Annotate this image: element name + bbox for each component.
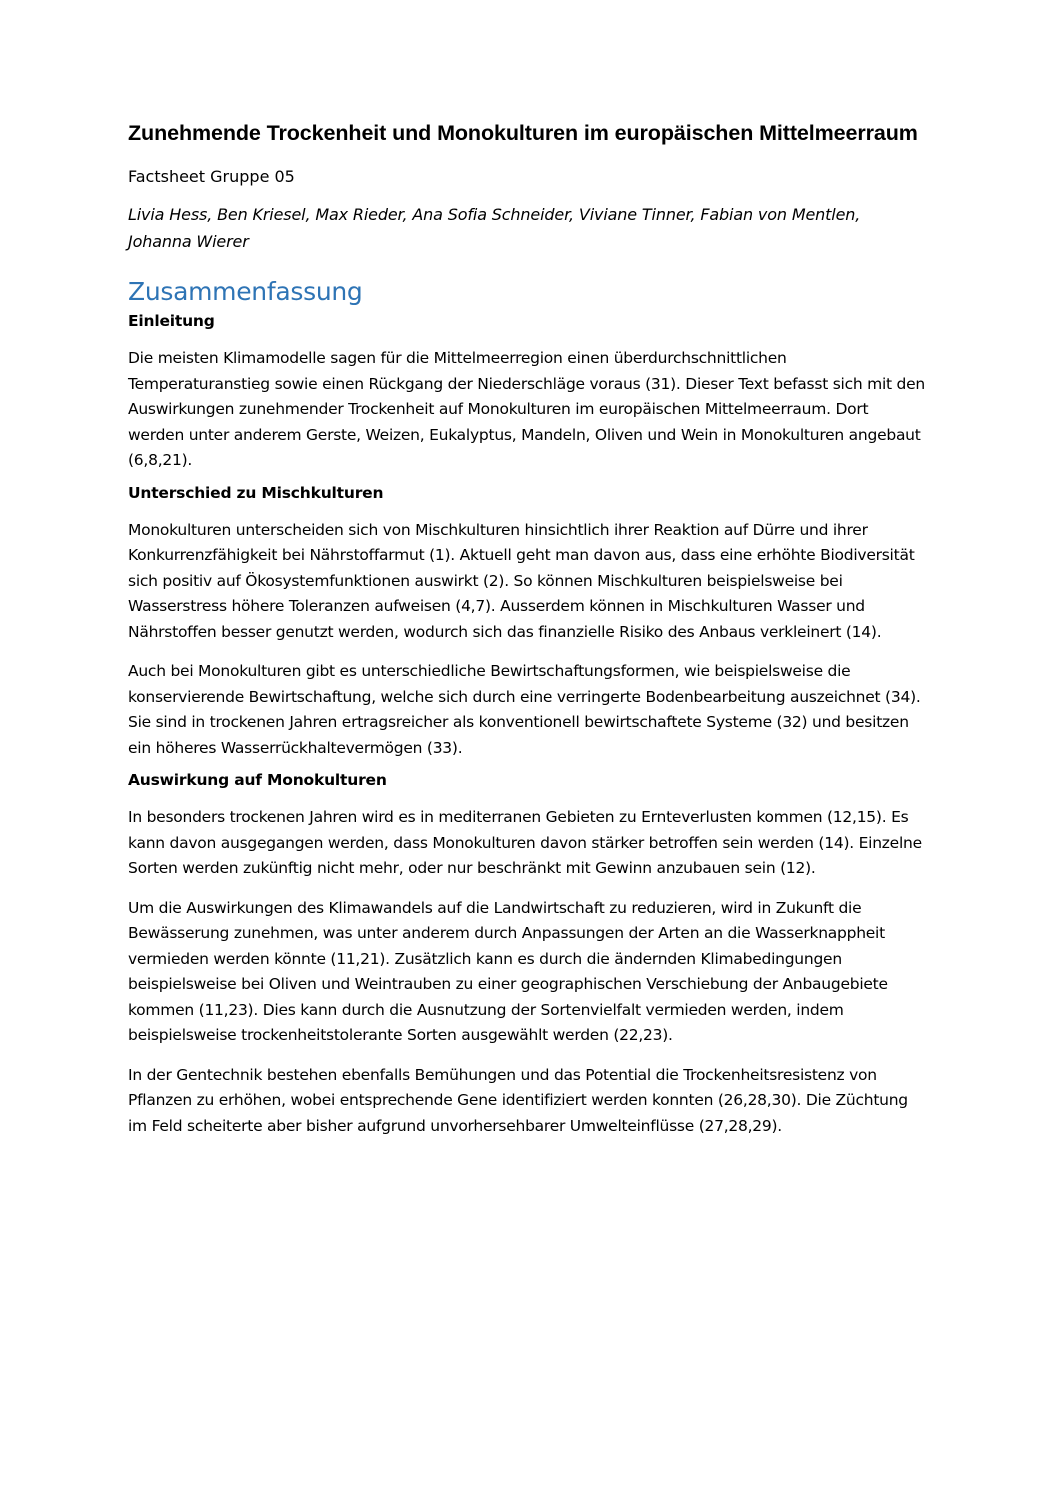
paragraph-einleitung-1: Die meisten Klimamodelle sagen für die Mittelmeerregion einen überdurchschnittlichen Temperaturanstieg sowie einen Rückgang der Niederschläge voraus (31). Dieser Text befasst sich mit den Auswirkungen zunehmender Trockenheit auf Monokulturen im europäischen Mittelmeerraum. Dort werden unter anderem Gerste, Weizen, Eukalyptus, Mandeln, Oliven und Wein in Monokulturen angebaut (6,8,21). xyxy=(128,349,925,469)
section-heading-zusammenfassung: Zusammenfassung xyxy=(128,277,363,306)
paragraph-auswirkung-3: In der Gentechnik bestehen ebenfalls Bemühungen und das Potential die Trockenheitsresistenz von Pflanzen zu erhöhen, wobei entsprechende Gene identifiziert werden konnten (26,28,30). Die Züchtung im Feld scheiterte aber bisher aufgrund unvorhersehbarer Umwelteinflüsse (27,28,29). xyxy=(128,1065,908,1135)
document-title: Zunehmende Trockenheit und Monokulturen im europäischen Mittelmeerraum xyxy=(128,121,918,145)
author-list: Livia Hess, Ben Kriesel, Max Rieder, Ana Sofia Schneider, Viviane Tinner, Fabian von Mentlen, Johanna Wierer xyxy=(128,205,861,251)
paragraph-auswirkung-2: Um die Auswirkungen des Klimawandels auf die Landwirtschaft zu reduzieren, wird in Zukunft die Bewässerung zunehmen, was unter anderem durch Anpassungen der Arten an die Wasserknappheit vermieden werden könnte (11,21). Zusätzlich kann es durch die ändernden Klimabedingungen beispielsweise bei Oliven und Weintrauben zu einer geographischen Verschiebung der Anbaugebiete kommen (11,23). Dies kann durch die Ausnutzung der Sortenvielfalt vermieden werden, indem beispielsweise trockenheitstolerante Sorten ausgewählt werden (22,23). xyxy=(128,898,888,1044)
paragraph-auswirkung-1: In besonders trockenen Jahren wird es in mediterranen Gebieten zu Ernteverlusten kommen (12,15). Es kann davon ausgegangen werden, dass Monokulturen davon stärker betroffen sein werden (14). Einzelne Sorten werden zukünftig nicht mehr, oder nur beschränkt mit Gewinn anzubauen sein (12). xyxy=(128,808,922,877)
paragraph-mischkulturen-2: Auch bei Monokulturen gibt es unterschiedliche Bewirtschaftungsformen, wie beispielsweise die konservierende Bewirtschaftung, welche sich durch eine verringerte Bodenbearbeitung auszeichnet (34). Sie sind in trockenen Jahren ertragsreicher als konventionell bewirtschaftete Systeme (32) und besitzen ein höheres Wasserrückhaltevermögen (33). xyxy=(128,662,921,757)
subheading-unterschied-zu-mischkulturen: Unterschied zu Mischkulturen xyxy=(128,483,384,502)
document-subtitle: Factsheet Gruppe 05 xyxy=(128,167,295,186)
subheading-auswirkung-auf-monokulturen: Auswirkung auf Monokulturen xyxy=(128,771,387,789)
paragraph-mischkulturen-1: Monokulturen unterscheiden sich von Mischkulturen hinsichtlich ihrer Reaktion auf Dürre und ihrer Konkurrenzfähigkeit bei Nährstoffarmut (1). Aktuell geht man davon aus, dass eine erhöhte Biodiversität sich positiv auf Ökosystemfunktionen auswirkt (2). So können Mischkulturen beispielsweise bei Wasserstress höhere Toleranzen aufweisen (4,7). Ausserdem können in Mischkulturen Wasser und Nährstoffen besser genutzt werden, wodurch sich das finanzielle Risiko des Anbaus verkleinert (14). xyxy=(128,520,915,641)
subheading-einleitung: Einleitung xyxy=(128,312,215,330)
document-body xyxy=(128,122,928,1139)
